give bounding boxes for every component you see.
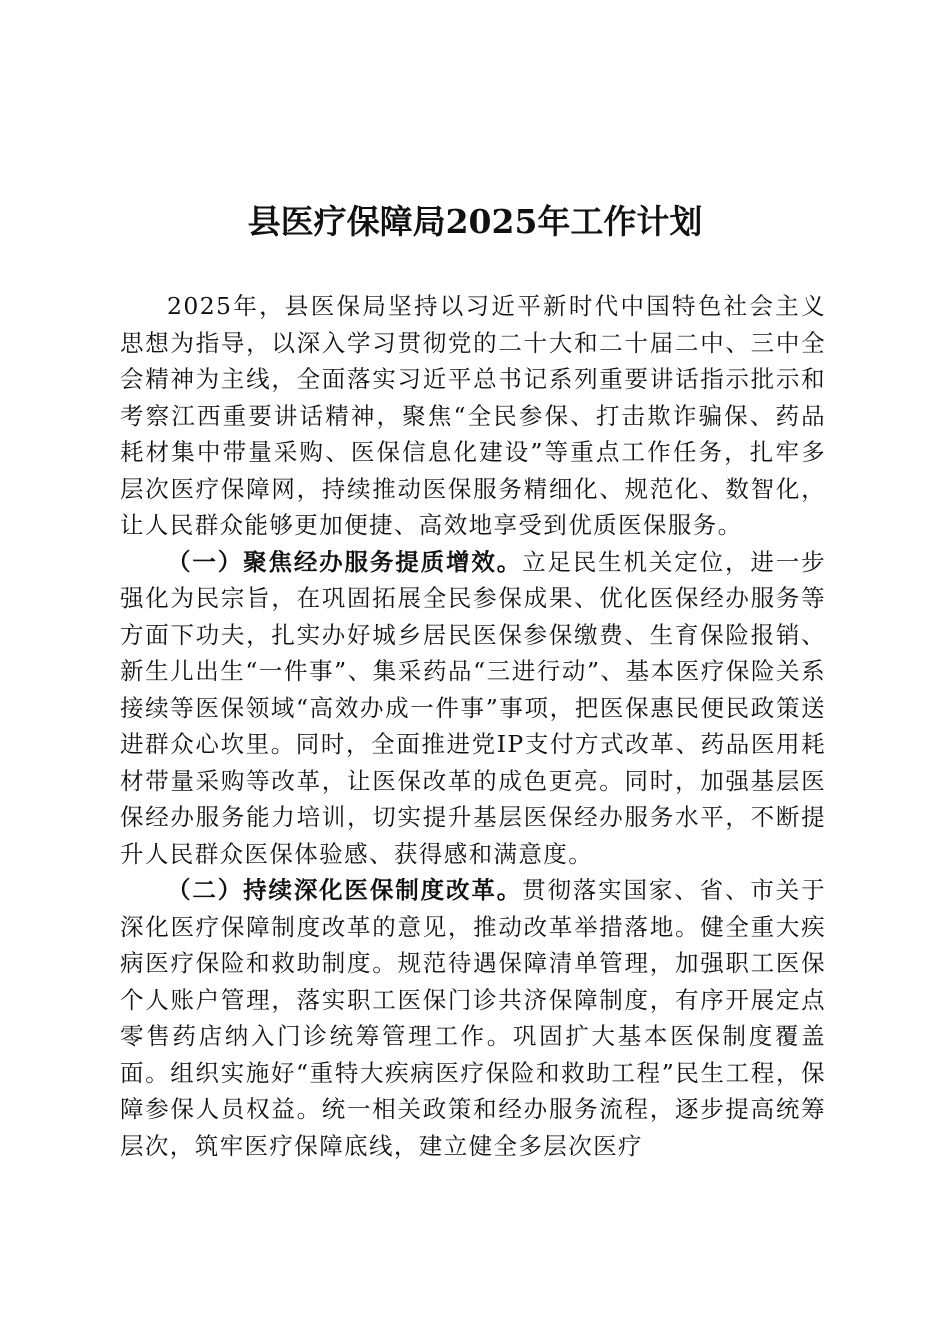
- section-text-2: 贯彻落实国家、省、市关于深化医疗保障制度改革的意见，推动改革举措落地。健全重大疾病医疗保险和救助制度。规范待遇保障清单管理，加强职工医保个人账户管理，落实职工医保门诊共济保障制度，有序开展定点零售药店纳入门诊统筹管理工作。巩固扩大基本医保制度覆盖面。组织实施好“重特大疾病医疗保险和救助工程”民生工程，保障参保人员权益。统一相关政策和经办服务流程，逐步提高统筹层次，筑牢医疗保障底线，建立健全多层次医疗: [120, 876, 826, 1160]
- section-heading-1: （一）聚焦经办服务提质增效。: [167, 547, 523, 576]
- section-heading-2: （二）持续深化医保制度改革。: [167, 876, 523, 904]
- document-title: 县医疗保障局2025年工作计划: [247, 202, 703, 241]
- section-paragraph-2: [120, 872, 826, 1164]
- section-paragraph-1: [120, 544, 826, 873]
- intro-paragraph: 2025年，县医保局坚持以习近平新时代中国特色社会主义思想为指导，以深入学习贯彻党的二十大和二十届二中、三中全会精神为主线，全面落实习近平总书记系列重要讲话指示批示和考察江西重要讲话精神，聚焦“全民参保、打击欺诈骗保、药品耗材集中带量采购、医保信息化建设”等重点工作任务，扎牢多层次医疗保障网，持续推动医保服务精细化、规范化、数智化，让人民群众能够更加便捷、高效地享受到优质医保服务。: [120, 292, 826, 539]
- document-body: [120, 288, 826, 1164]
- section-text-1: 立足民生机关定位，进一步强化为民宗旨，在巩固拓展全民参保成果、优化医保经办服务等方面下功夫，扎实办好城乡居民医保参保缴费、生育保险报销、新生儿出生“一件事”、集采药品“三进行动”、基本医疗保险关系接续等医保领域“高效办成一件事”事项，把医保惠民便民政策送进群众心坎里。同时，全面推进党IP支付方式改革、药品医用耗材带量采购等改革，让医保改革的成色更亮。同时，加强基层医保经办服务能力培训，切实提升基层医保经办服务水平，不断提升人民群众医保体验感、获得感和满意度。: [120, 547, 826, 868]
